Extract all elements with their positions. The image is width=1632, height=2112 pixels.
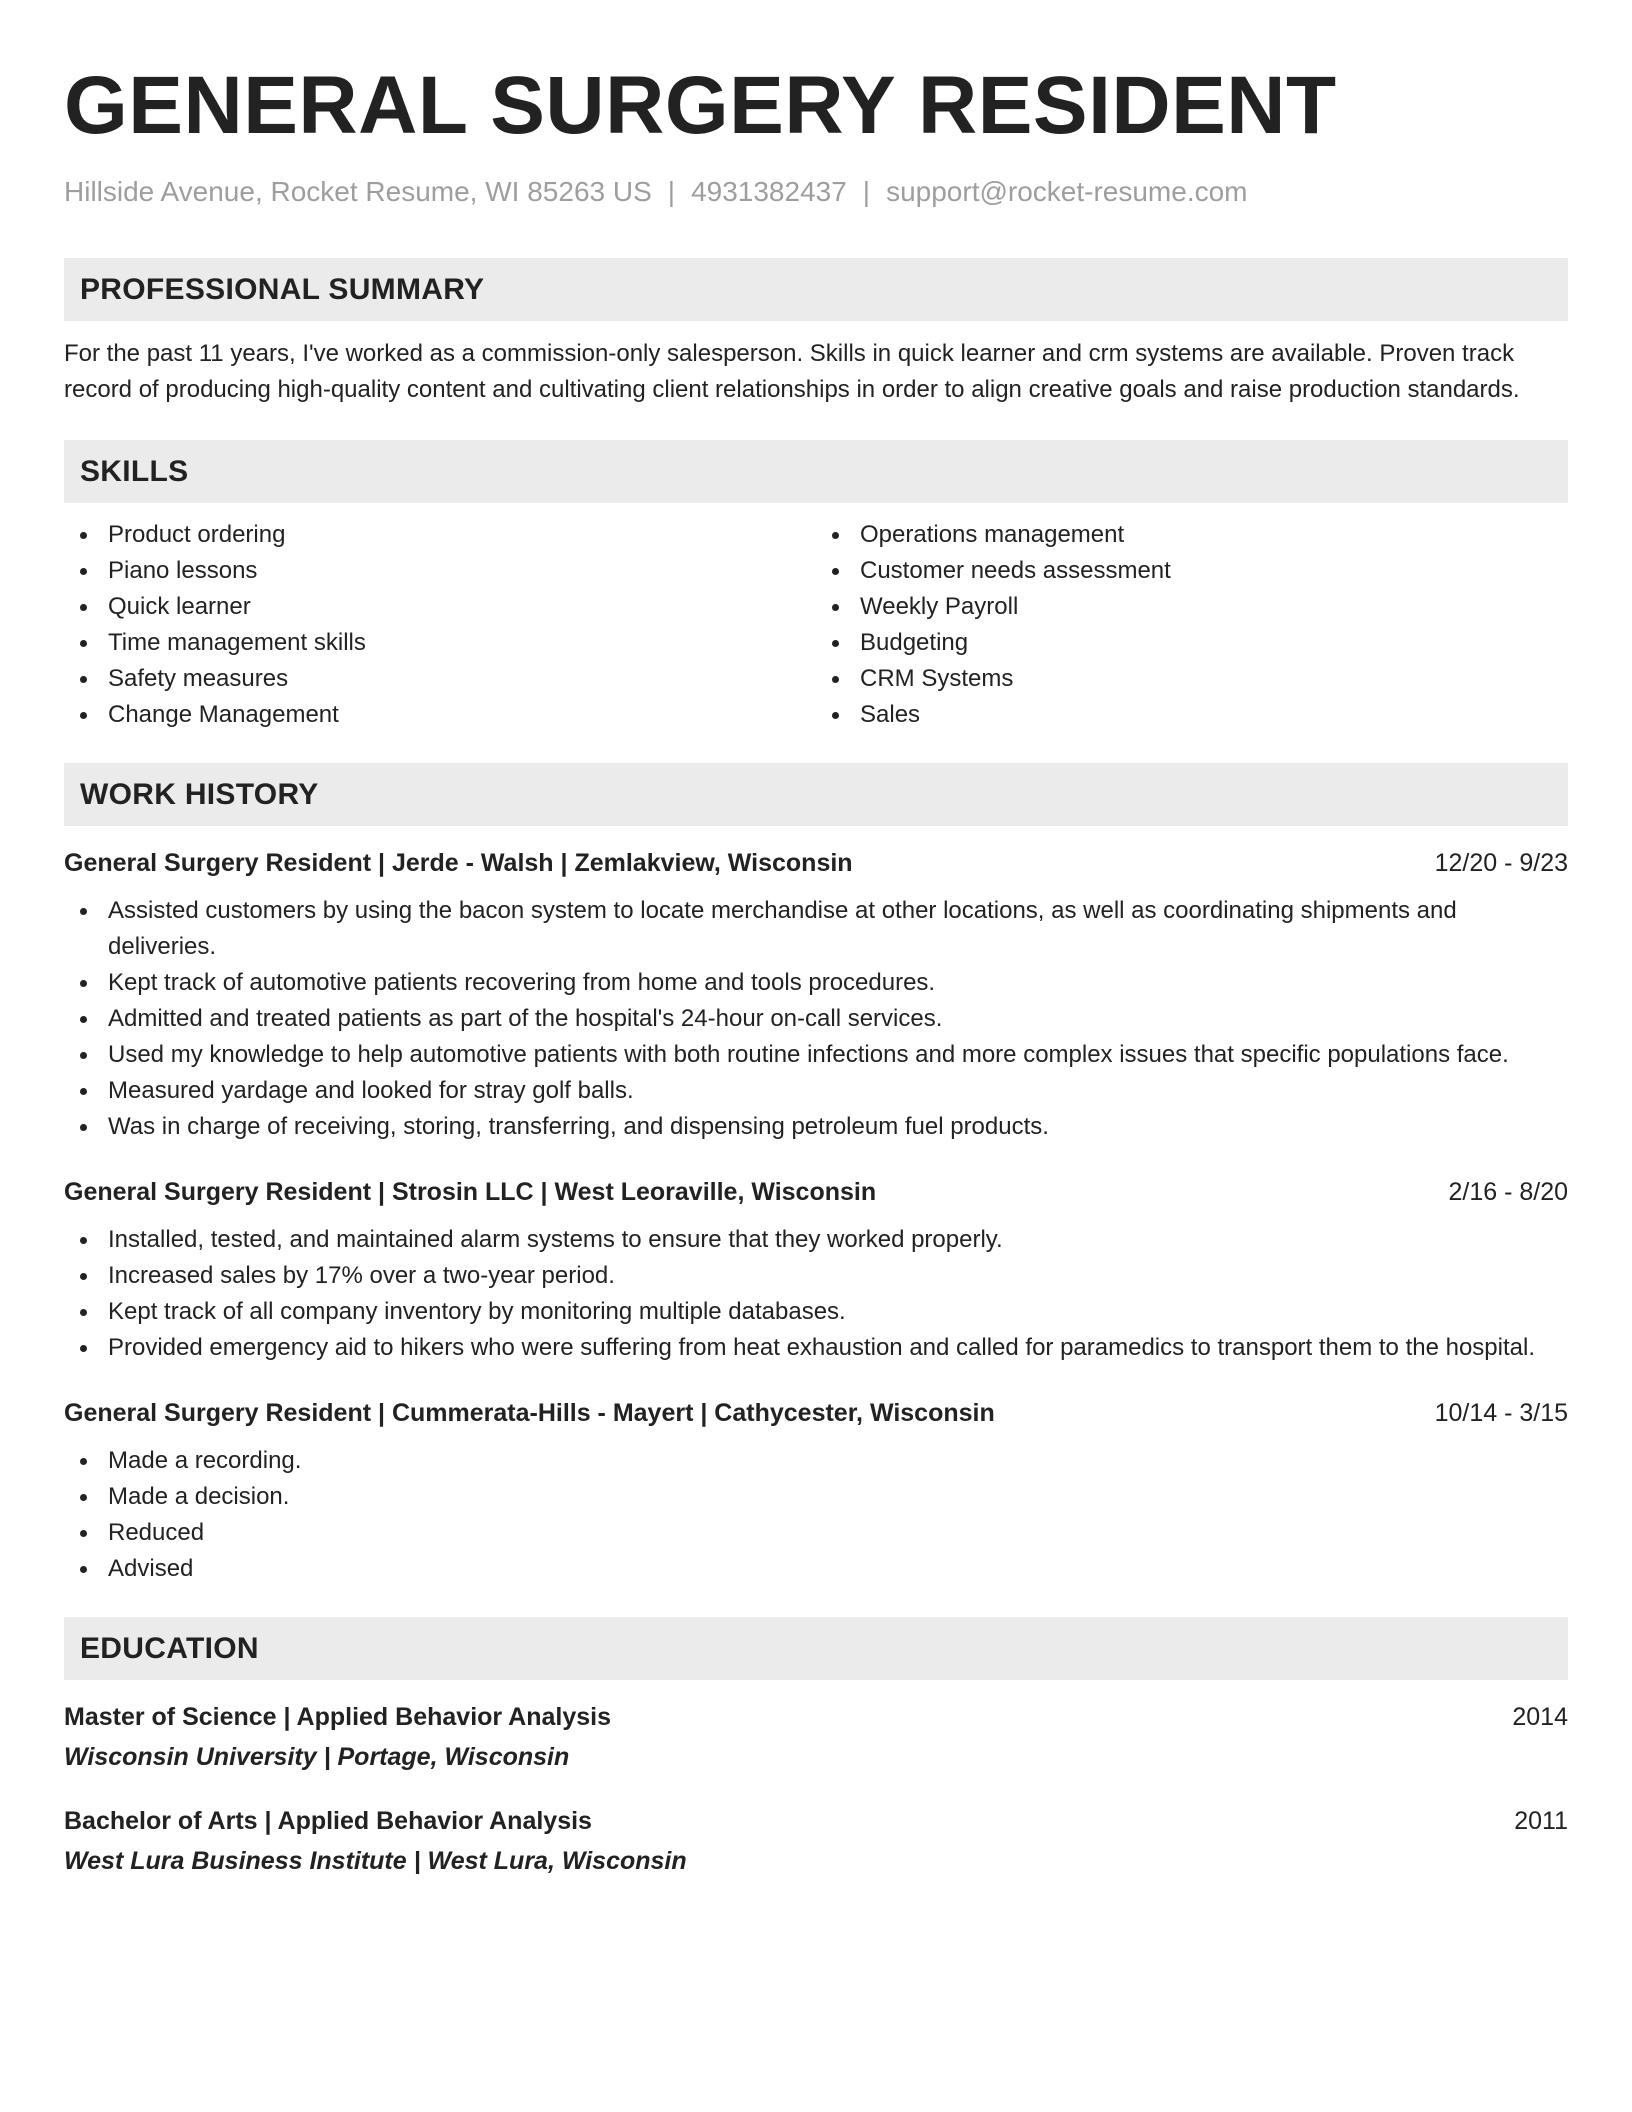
education-school: West Lura Business Institute | West Lura, Wisconsin — [64, 1847, 687, 1875]
skill-item: Piano lessons — [64, 553, 816, 589]
education-header — [64, 1700, 1568, 1734]
skill-item: Weekly Payroll — [816, 589, 1568, 625]
job-title: General Surgery Resident | Strosin LLC | West Leoraville, Wisconsin — [64, 1178, 877, 1206]
candidate-name: GENERAL SURGERY RESIDENT — [64, 60, 1337, 151]
contact-email: support@rocket-resume.com — [886, 176, 1248, 207]
job-dates: 12/20 - 9/23 — [1434, 849, 1568, 877]
education-year: 2014 — [1512, 1703, 1568, 1731]
skill-item: Sales — [816, 697, 1568, 733]
section-header-summary: PROFESSIONAL SUMMARY — [64, 258, 1568, 321]
skills-column-left — [64, 517, 816, 733]
job-bullet: Made a recording. — [64, 1443, 1568, 1479]
job-entry — [64, 846, 1568, 1145]
skills-list — [64, 517, 1568, 733]
job-bullet: Reduced — [64, 1515, 1568, 1551]
skill-item: Time management skills — [64, 625, 816, 661]
job-bullet: Kept track of all company inventory by monitoring multiple databases. — [64, 1294, 1568, 1330]
job-bullet: Measured yardage and looked for stray golf balls. — [64, 1073, 1568, 1109]
skill-item: CRM Systems — [816, 661, 1568, 697]
education-school: Wisconsin University | Portage, Wisconsin — [64, 1743, 570, 1771]
education-header — [64, 1804, 1568, 1838]
skill-item: Safety measures — [64, 661, 816, 697]
skill-item: Customer needs assessment — [816, 553, 1568, 589]
section-header-skills: SKILLS — [64, 440, 1568, 503]
education-entry — [64, 1700, 1568, 1774]
contact-separator: | — [667, 176, 676, 207]
education-entry — [64, 1804, 1568, 1878]
job-bullet: Provided emergency aid to hikers who were suffering from heat exhaustion and called for paramedics to transport them to the hospital. — [64, 1330, 1568, 1366]
job-header — [64, 1396, 1568, 1430]
contact-address: Hillside Avenue, Rocket Resume, WI 85263 US — [64, 176, 652, 207]
contact-phone: 4931382437 — [691, 176, 847, 207]
job-bullet: Made a decision. — [64, 1479, 1568, 1515]
section-header-education: EDUCATION — [64, 1617, 1568, 1680]
job-bullet: Was in charge of receiving, storing, transferring, and dispensing petroleum fuel products. — [64, 1109, 1568, 1145]
job-entry — [64, 1175, 1568, 1366]
education-year: 2011 — [1514, 1807, 1568, 1835]
job-bullets — [64, 1222, 1568, 1366]
section-header-work-history: WORK HISTORY — [64, 763, 1568, 826]
skill-item: Product ordering — [64, 517, 816, 553]
skill-item: Change Management — [64, 697, 816, 733]
skill-item: Operations management — [816, 517, 1568, 553]
job-header — [64, 846, 1568, 880]
contact-line — [64, 174, 1568, 210]
job-bullet: Advised — [64, 1551, 1568, 1587]
job-bullet: Admitted and treated patients as part of the hospital's 24-hour on-call services. — [64, 1001, 1568, 1037]
job-bullet: Assisted customers by using the bacon system to locate merchandise at other locations, as well as coordinating shipments and deliveries. — [64, 893, 1568, 965]
skills-column-right — [816, 517, 1568, 733]
contact-separator: | — [862, 176, 871, 207]
education-degree: Master of Science | Applied Behavior Analysis — [64, 1703, 611, 1731]
job-title: General Surgery Resident | Jerde - Walsh | Zemlakview, Wisconsin — [64, 849, 853, 877]
job-bullet: Kept track of automotive patients recovering from home and tools procedures. — [64, 965, 1568, 1001]
education-degree: Bachelor of Arts | Applied Behavior Analysis — [64, 1807, 592, 1835]
job-title: General Surgery Resident | Cummerata-Hills - Mayert | Cathycester, Wisconsin — [64, 1399, 995, 1427]
summary-text: For the past 11 years, I've worked as a commission-only salesperson. Skills in quick learner and crm systems are available. Proven track record of producing high-quality content and cultivating client relationships in order to align creative goals and raise production standards. — [64, 340, 1520, 403]
job-bullet: Increased sales by 17% over a two-year period. — [64, 1258, 1568, 1294]
skill-item: Quick learner — [64, 589, 816, 625]
job-bullets — [64, 1443, 1568, 1587]
job-entry — [64, 1396, 1568, 1587]
job-bullet: Installed, tested, and maintained alarm systems to ensure that they worked properly. — [64, 1222, 1568, 1258]
job-dates: 2/16 - 8/20 — [1448, 1178, 1568, 1206]
job-bullet: Used my knowledge to help automotive patients with both routine infections and more complex issues that specific populations face. — [64, 1037, 1568, 1073]
job-dates: 10/14 - 3/15 — [1434, 1399, 1568, 1427]
job-header — [64, 1175, 1568, 1209]
job-bullets — [64, 893, 1568, 1145]
skill-item: Budgeting — [816, 625, 1568, 661]
